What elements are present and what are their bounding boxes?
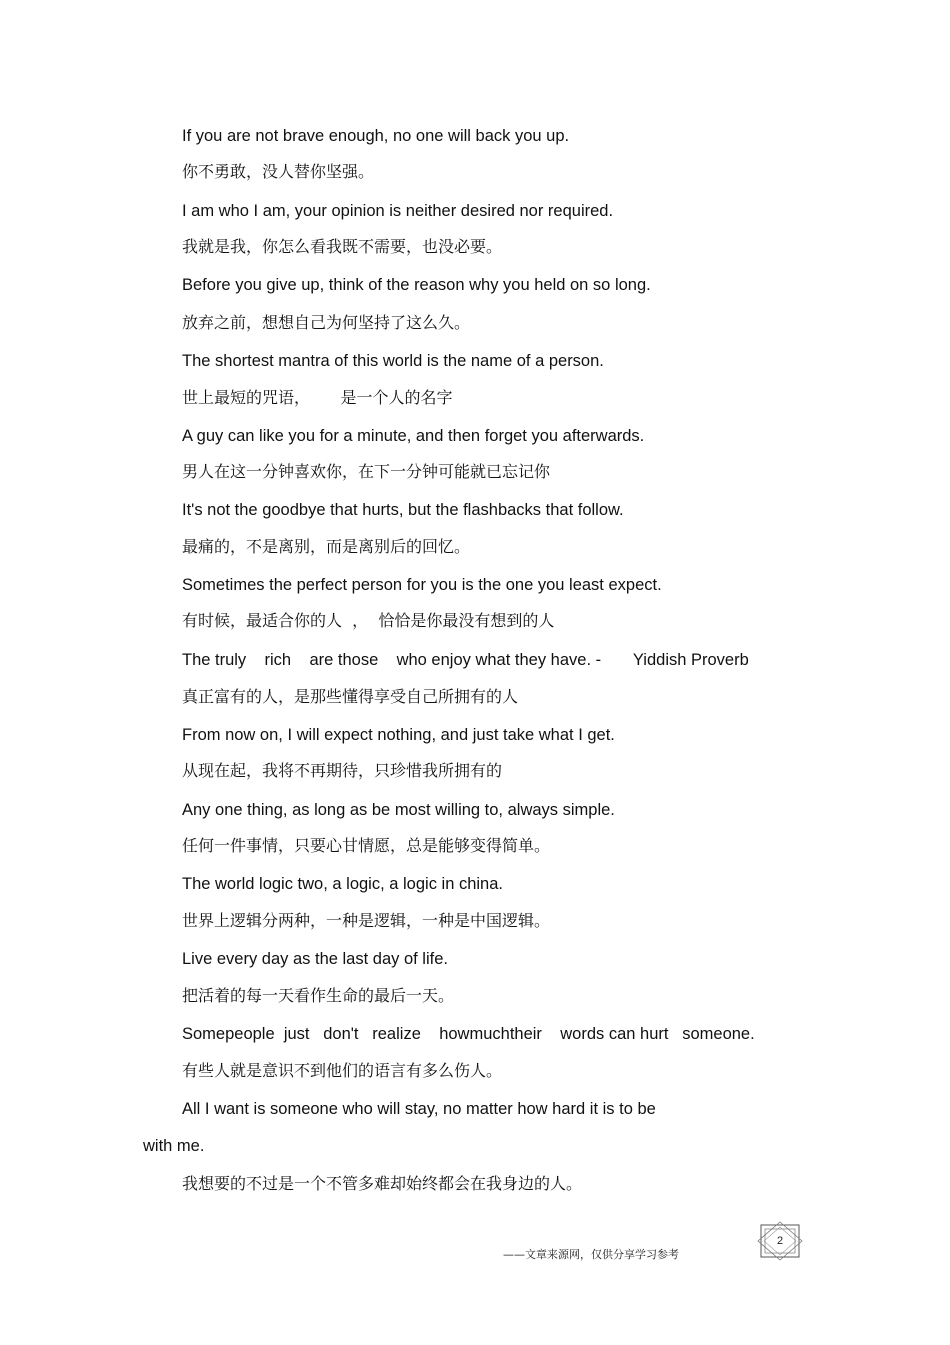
chinese-line: 把活着的每一天看作生命的最后一天。	[182, 986, 455, 1005]
chinese-line: 世界上逻辑分两种，一种是逻辑，一种是中国逻辑。	[182, 911, 551, 930]
chinese-line: 放弃之前，想想自己为何坚持了这么久。	[182, 313, 471, 332]
chinese-line: 最痛的，不是离别，而是离别后的回忆。	[182, 537, 471, 556]
chinese-line: 有时候，最适合你的人 ， 恰恰是你最没有想到的人	[182, 611, 555, 630]
english-line: The shortest mantra of this world is the name of a person.	[182, 352, 604, 370]
page-number: 2	[776, 1235, 784, 1247]
english-line: From now on, I will expect nothing, and just take what I get.	[182, 726, 615, 744]
english-line: The truly rich are those who enjoy what they have. - Yiddish Proverb	[182, 651, 749, 669]
chinese-line: 我想要的不过是一个不管多难却始终都会在我身边的人。	[182, 1174, 583, 1193]
english-line: Before you give up, think of the reason why you held on so long.	[182, 276, 651, 294]
english-line: The world logic two, a logic, a logic in china.	[182, 875, 503, 893]
english-line: Live every day as the last day of life.	[182, 950, 448, 968]
english-line: A guy can like you for a minute, and then forget you afterwards.	[182, 427, 645, 445]
chinese-line: 从现在起，我将不再期待，只珍惜我所拥有的	[182, 761, 503, 780]
english-line: If you are not brave enough, no one will back you up.	[182, 127, 570, 145]
english-line: Somepeople just don't realize howmuchtheir words can hurt someone.	[182, 1025, 755, 1043]
english-line: It's not the goodbye that hurts, but the flashbacks that follow.	[182, 501, 624, 519]
chinese-line: 任何一件事情，只要心甘情愿，总是能够变得简单。	[182, 836, 551, 855]
chinese-line: 世上最短的咒语， 是一个人的名字	[182, 388, 453, 407]
chinese-line: 真正富有的人，是那些懂得享受自己所拥有的人	[182, 687, 519, 706]
chinese-line: 我就是我，你怎么看我既不需要，也没必要。	[182, 237, 503, 256]
chinese-line: 男人在这一分钟喜欢你，在下一分钟可能就已忘记你	[182, 462, 551, 481]
english-line-continuation: with me.	[143, 1137, 205, 1155]
chinese-line: 你不勇敢，没人替你坚强。	[182, 162, 375, 181]
page-number-badge	[756, 1221, 804, 1261]
english-line: Sometimes the perfect person for you is the one you least expect.	[182, 576, 662, 594]
english-line: Any one thing, as long as be most willing to, always simple.	[182, 801, 615, 819]
english-line: I am who I am, your opinion is neither desired nor required.	[182, 202, 614, 220]
english-line: All I want is someone who will stay, no matter how hard it is to be	[182, 1100, 656, 1118]
chinese-line: 有些人就是意识不到他们的语言有多么伤人。	[182, 1061, 503, 1080]
footer-source-note: ——文章来源网，仅供分享学习参考	[503, 1248, 679, 1261]
